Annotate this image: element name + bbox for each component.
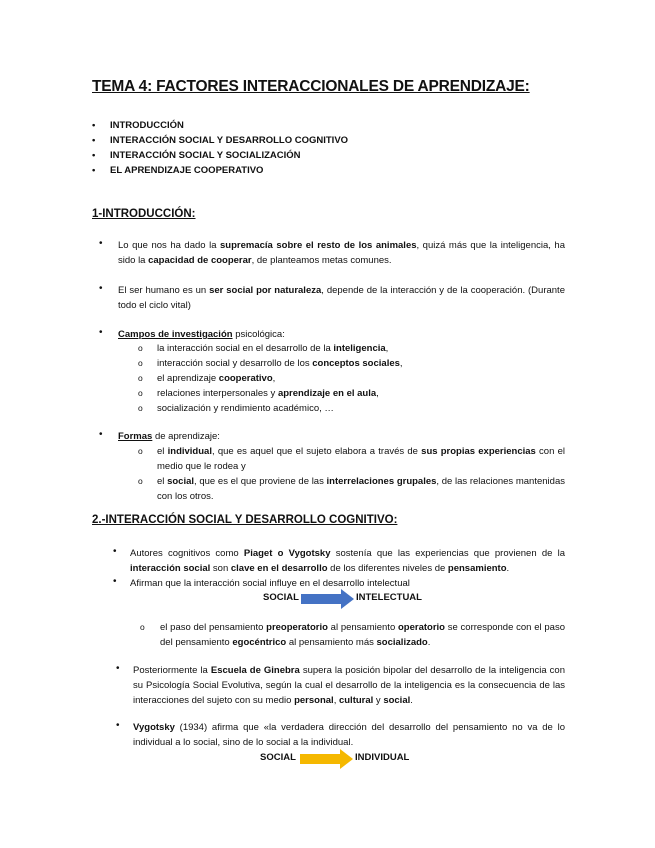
bullet-icon: •: [92, 165, 96, 176]
arrow-shape: [300, 749, 353, 769]
paragraph-paso-pensamiento: el paso del pensamiento preoperatorio al pensamiento operatorio se corresponde con el paso del pensamiento egocéntrico al pensamiento más socializado.: [160, 622, 565, 648]
campos-item: el aprendizaje cooperativo,: [157, 373, 276, 384]
paragraph-afirman: Afirman que la interacción social influye en el desarrollo intelectual: [130, 578, 410, 589]
formas-item-social: el social, que es el que proviene de las interrelaciones grupales, de las relaciones mantenidas con los otros.: [157, 476, 565, 502]
circle-bullet-icon: o: [138, 476, 143, 486]
topic-label: INTERACCIÓN SOCIAL Y SOCIALIZACIÓN: [110, 150, 301, 161]
bullet-icon: •: [116, 663, 120, 674]
right-arrow-icon: [301, 589, 355, 609]
circle-bullet-icon: o: [140, 622, 145, 632]
bullet-icon: •: [99, 283, 103, 294]
circle-bullet-icon: o: [138, 403, 143, 413]
bullet-icon: •: [99, 238, 103, 249]
bullet-icon: •: [92, 135, 96, 146]
campos-item: relaciones interpersonales y aprendizaje en el aula,: [157, 388, 379, 399]
arrow-label-individual: INDIVIDUAL: [355, 752, 410, 763]
circle-bullet-icon: o: [138, 358, 143, 368]
paragraph-ser-social: El ser humano es un ser social por naturaleza, depende de la interacción y de la cooperación. (Durante todo el ciclo vital): [118, 285, 565, 311]
circle-bullet-icon: o: [138, 446, 143, 456]
arrow-label-intelectual: INTELECTUAL: [356, 592, 422, 603]
bullet-icon: •: [99, 327, 103, 338]
formas-item-individual: el individual, que es aquel que el sujeto elabora a través de sus propias experiencias con el medio que le rodea y: [157, 446, 565, 472]
bullet-icon: •: [99, 429, 103, 440]
circle-bullet-icon: o: [138, 373, 143, 383]
campos-item: interacción social y desarrollo de los conceptos sociales,: [157, 358, 403, 369]
campos-label: Campos de investigación psicológica:: [118, 329, 285, 340]
paragraph-autores-cognitivos: Autores cognitivos como Piaget o Vygotsky sostenía que las experiencias que provienen de la interacción social son clave en el desarrollo de los diferentes niveles de pensamiento.: [130, 548, 565, 574]
circle-bullet-icon: o: [138, 343, 143, 353]
bullet-icon: •: [113, 576, 117, 587]
section-heading-introduccion: 1-INTRODUCCIÓN:: [92, 208, 196, 220]
bullet-icon: •: [113, 546, 117, 557]
section-heading-interaccion: 2.-INTERACCIÓN SOCIAL Y DESARROLLO COGNITIVO:: [92, 514, 398, 526]
topic-label: INTERACCIÓN SOCIAL Y DESARROLLO COGNITIVO: [110, 135, 349, 146]
paragraph-supremacia: Lo que nos ha dado la supremacía sobre el resto de los animales, quizá más que la inteligencia, ha sido la capacidad de cooperar, de planteamos metas comunes.: [118, 240, 565, 266]
arrow-label-social: SOCIAL: [263, 592, 299, 603]
campos-item: socialización y rendimiento académico, …: [157, 403, 334, 414]
bullet-icon: •: [92, 150, 96, 161]
topic-label: EL APRENDIZAJE COOPERATIVO: [110, 165, 264, 176]
formas-label: Formas de aprendizaje:: [118, 431, 220, 442]
bullet-icon: •: [116, 720, 120, 731]
campos-item: la interacción social en el desarrollo de la inteligencia,: [157, 343, 389, 354]
right-arrow-icon: [300, 749, 354, 769]
topic-label: INTRODUCCIÓN: [110, 120, 184, 131]
paragraph-vygotsky: Vygotsky (1934) afirma que «la verdadera dirección del desarrollo del pensamiento no va de lo individual a lo social, sino de lo social a la individual.: [133, 722, 565, 748]
paragraph-escuela-ginebra: Posteriormente la Escuela de Ginebra supera la posición bipolar del desarrollo de la inteligencia con su Psicología Social Evolutiva, según la cual el desarrollo de la inteligencia es la consecuencia de las interacciones del sujeto con su medio personal, cultural y social.: [133, 665, 565, 706]
bullet-icon: •: [92, 120, 96, 131]
page-title: TEMA 4: FACTORES INTERACCIONALES DE APRENDIZAJE:: [92, 78, 530, 95]
arrow-shape: [301, 589, 354, 609]
arrow-label-social: SOCIAL: [260, 752, 296, 763]
circle-bullet-icon: o: [138, 388, 143, 398]
